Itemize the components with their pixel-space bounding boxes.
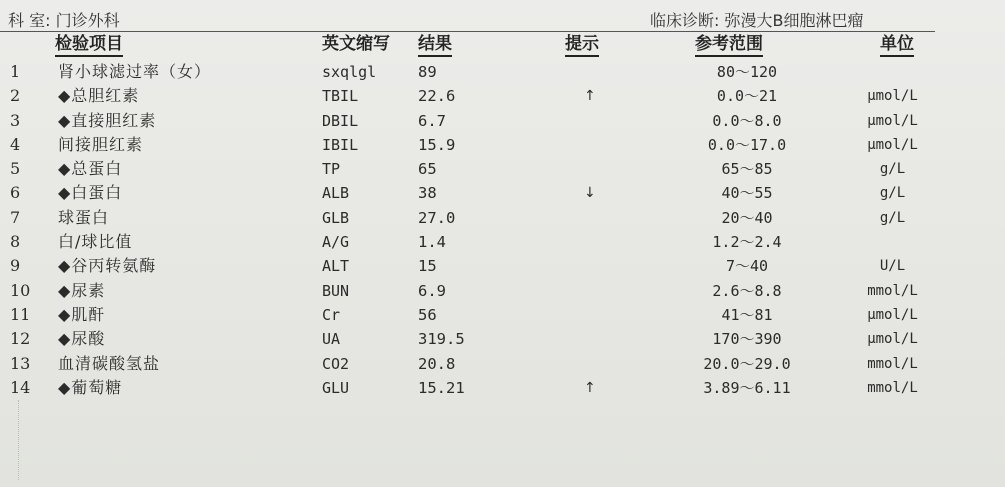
reference-range: 20.0～29.0: [703, 354, 791, 373]
column-header-item: 检验项目: [55, 33, 123, 57]
row-number: 12: [10, 329, 31, 349]
test-name: ◆总胆红素: [58, 86, 140, 106]
row-number: 10: [10, 280, 31, 300]
test-result: 6.7: [418, 111, 446, 130]
result-unit: μmol/L: [867, 331, 918, 348]
test-name: 血清碳酸氢盐: [58, 353, 161, 373]
test-result: 15: [418, 257, 437, 276]
test-result: 38: [418, 184, 437, 203]
result-flag: ↑: [584, 88, 596, 105]
test-abbreviation: BUN: [322, 281, 350, 300]
test-result: 20.8: [418, 354, 456, 373]
test-result: 22.6: [418, 87, 456, 106]
row-number: 3: [10, 110, 21, 130]
table-row: [0, 327, 1005, 351]
report-header-line: [0, 8, 1005, 30]
reference-range: 80～120: [716, 63, 778, 81]
column-header-english: 英文缩写: [322, 34, 390, 54]
column-header-unit: 单位: [880, 33, 914, 57]
table-row: [0, 376, 1005, 400]
test-name: ◆尿酸: [58, 329, 106, 349]
test-name: 球蛋白: [58, 207, 110, 227]
result-unit: μmol/L: [867, 112, 918, 129]
row-number: 8: [10, 232, 21, 252]
row-number: 5: [10, 159, 21, 179]
reference-range: 1.2～2.4: [712, 233, 782, 252]
reference-range: 2.6～8.8: [712, 281, 782, 300]
reference-range: 20～40: [721, 208, 773, 227]
test-name: ◆肌酐: [58, 304, 106, 324]
row-number: 1: [10, 62, 21, 81]
test-name: 白/球比值: [58, 232, 133, 252]
test-abbreviation: TBIL: [322, 87, 359, 106]
test-result: 56: [418, 305, 437, 324]
reference-range: 170～390: [712, 330, 782, 349]
column-header-result: 结果: [418, 33, 452, 57]
table-row: [0, 303, 1005, 327]
table-row: [0, 60, 1005, 84]
result-unit: g/L: [879, 161, 906, 178]
table-row: [0, 279, 1005, 303]
result-unit: g/L: [879, 185, 906, 202]
column-header-hint: 提示: [565, 33, 599, 57]
test-result: 15.9: [418, 135, 456, 154]
test-result: 65: [418, 160, 437, 179]
row-number: 9: [10, 256, 21, 276]
diagnosis-label: 临床诊断: 弥漫大B细胞淋巴瘤: [650, 11, 864, 30]
test-name: ◆葡萄糖: [58, 377, 123, 397]
test-name: ◆谷丙转氨酶: [58, 256, 157, 276]
department-label: 科 室: 门诊外科: [8, 11, 120, 30]
test-abbreviation: GLB: [322, 208, 350, 227]
result-unit: μmol/L: [867, 88, 918, 105]
paper-edge-marks: [18, 400, 29, 480]
result-unit: U/L: [879, 258, 906, 275]
result-unit: μmol/L: [867, 136, 918, 153]
results-table: [0, 60, 1005, 400]
test-abbreviation: TP: [322, 160, 341, 179]
reference-range: 41～81: [721, 305, 773, 324]
result-unit: μmol/L: [867, 306, 918, 323]
table-row: [0, 206, 1005, 230]
test-name: ◆尿素: [58, 280, 106, 300]
result-flag: ↑: [584, 379, 596, 396]
result-flag: ↓: [584, 185, 596, 202]
row-number: 14: [10, 377, 31, 397]
table-row: [0, 254, 1005, 278]
reference-range: 40～55: [721, 184, 773, 203]
row-number: 2: [10, 86, 21, 106]
result-unit: g/L: [879, 209, 906, 226]
row-number: 4: [10, 134, 21, 154]
test-abbreviation: ALB: [322, 184, 350, 203]
reference-range: 65～85: [721, 160, 773, 179]
row-number: 7: [10, 207, 21, 227]
table-row: [0, 181, 1005, 205]
test-abbreviation: sxqlgl: [322, 63, 377, 81]
reference-range: 0.0～17.0: [707, 135, 787, 154]
test-name: 肾小球滤过率（女）: [58, 62, 212, 81]
test-abbreviation: IBIL: [322, 135, 359, 154]
result-unit: mmol/L: [867, 355, 918, 372]
result-unit: mmol/L: [867, 282, 918, 299]
test-abbreviation: A/G: [322, 233, 350, 252]
test-abbreviation: Cr: [322, 305, 341, 324]
test-result: 15.21: [418, 378, 465, 397]
table-row: [0, 352, 1005, 376]
table-row: [0, 157, 1005, 181]
test-abbreviation: GLU: [322, 378, 350, 397]
test-result: 319.5: [418, 330, 465, 349]
test-abbreviation: ALT: [322, 257, 350, 276]
reference-range: 7～40: [725, 257, 769, 276]
test-name: 间接胆红素: [58, 134, 144, 154]
row-number: 13: [10, 353, 31, 373]
test-result: 1.4: [418, 233, 446, 252]
column-headers: [0, 33, 1005, 59]
result-unit: mmol/L: [867, 379, 918, 396]
table-row: [0, 109, 1005, 133]
test-abbreviation: UA: [322, 330, 341, 349]
test-abbreviation: CO2: [322, 354, 350, 373]
header-divider: [0, 31, 935, 32]
test-result: 27.0: [418, 208, 456, 227]
table-row: [0, 133, 1005, 157]
test-abbreviation: DBIL: [322, 111, 359, 130]
test-name: ◆总蛋白: [58, 159, 123, 179]
column-header-reference: 参考范围: [695, 33, 763, 57]
table-row: [0, 230, 1005, 254]
test-result: 89: [418, 63, 437, 81]
reference-range: 0.0～21: [716, 87, 778, 106]
reference-range: 0.0～8.0: [712, 111, 782, 130]
row-number: 11: [10, 304, 31, 324]
table-row: [0, 84, 1005, 108]
test-result: 6.9: [418, 281, 446, 300]
reference-range: 3.89～6.11: [703, 378, 791, 397]
row-number: 6: [10, 183, 21, 203]
test-name: ◆白蛋白: [58, 183, 123, 203]
test-name: ◆直接胆红素: [58, 110, 157, 130]
